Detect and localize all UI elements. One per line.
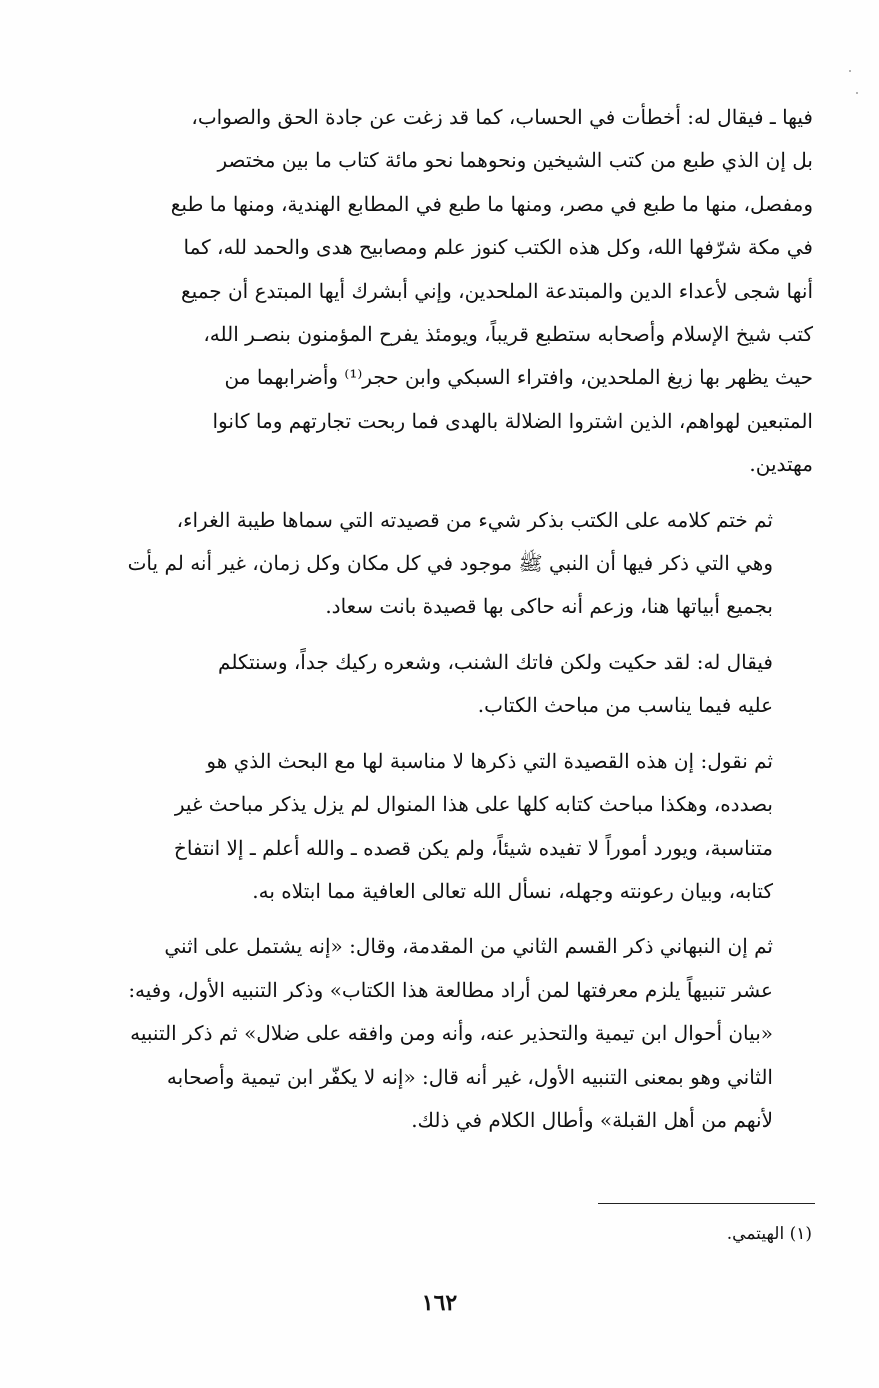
text-line: عليه فيما يناسب من مباحث الكتاب. [477, 693, 773, 718]
text-line: في مكة شرّفها الله، وكل هذه الكتب كنوز علم ومصابيح هدى والحمد لله، كما [183, 235, 813, 260]
text-line: بجميع أبياتها هنا، وزعم أنه حاكى بها قصيدة بانت سعاد. [325, 594, 773, 619]
page-number: ١٦٢ [421, 1290, 458, 1316]
text-line: لأنهم من أهل القبلة» وأطال الكلام في ذلك. [411, 1107, 773, 1132]
text-line: كتابه، وبيان رعونته وجهله، نسأل الله تعالى العافية مما ابتلاه به. [252, 878, 773, 903]
text-line: «بيان أحوال ابن تيمية والتحذير عنه، وأنه ومن وافقه على ضلال» ثم ذكر التنبيه [130, 1021, 773, 1046]
footnote-divider [598, 1203, 815, 1204]
paragraph-1 [38, 96, 813, 487]
text-line: ثم ختم كلامه على الكتب بذكر شيء من قصيدته التي سماها طيبة الغراء، [176, 507, 773, 532]
main-text [38, 96, 813, 1154]
text-line: كتب شيخ الإسلام وأصحابه ستطبع قريباً، ويومئذ يفرح المؤمنون بنصـر الله، [203, 322, 813, 347]
text-line: متناسبة، ويورد أموراً لا تفيده شيئاً، ولم يكن قصده ـ والله أعلم ـ إلا انتفاخ [173, 835, 773, 860]
text-line: المتبعين لهواهم، الذين اشتروا الضلالة بالهدى فما ربحت تجارتهم وما كانوا [212, 408, 813, 433]
paragraph-4 [38, 740, 813, 914]
text-line: ثم نقول: إن هذه القصيدة التي ذكرها لا مناسبة لها مع البحث الذي هو [206, 748, 773, 773]
text-line: فيقال له: لقد حكيت ولكن فاتك الشنب، وشعره ركيك جداً، وسنتكلم [218, 649, 773, 674]
scan-speck [856, 92, 858, 94]
text-line: حيث يظهر بها زيغ الملحدين، وافتراء السبكي وابن حجر⁽¹⁾ وأضرابهما من [224, 365, 813, 390]
text-line: عشر تنبيهاً يلزم معرفتها لمن أراد مطالعة هذا الكتاب» وذكر التنبيه الأول، وفيه: [128, 977, 773, 1002]
scan-speck [849, 70, 851, 72]
text-line: ثم إن النبهاني ذكر القسم الثاني من المقدمة، وقال: «إنه يشتمل على اثني [164, 934, 773, 959]
footnote: (١) الهيتمي. [726, 1224, 812, 1244]
paragraph-3 [38, 641, 813, 728]
text-line: الثاني وهو بمعنى التنبيه الأول، غير أنه قال: «إنه لا يكفّر ابن تيمية وأصحابه [166, 1064, 773, 1089]
paragraph-2 [38, 499, 813, 629]
text-line: بل إن الذي طبع من كتب الشيخين ونحوهما نحو مائة كتاب ما بين مختصر [217, 148, 813, 173]
text-line: ومفصل، منها ما طبع في مصر، ومنها ما طبع في المطابع الهندية، ومنها ما طبع [170, 191, 813, 216]
text-line: وهي التي ذكر فيها أن النبي ﷺ موجود في كل مكان وكل زمان، غير أنه لم يأت [127, 551, 773, 576]
paragraph-5 [38, 925, 813, 1142]
text-line: بصدده، وهكذا مباحث كتابه كلها على هذا المنوال لم يزل يذكر مباحث غير [174, 792, 773, 817]
text-line: أنها شجى لأعداء الدين والمبتدعة الملحدين، وإني أبشرك أيها المبتدع أن جميع [181, 278, 813, 303]
text-line: فيها ـ فيقال له: أخطأت في الحساب، كما قد زغت عن جادة الحق والصواب، [191, 105, 813, 129]
text-line: مهتدين. [749, 452, 813, 477]
